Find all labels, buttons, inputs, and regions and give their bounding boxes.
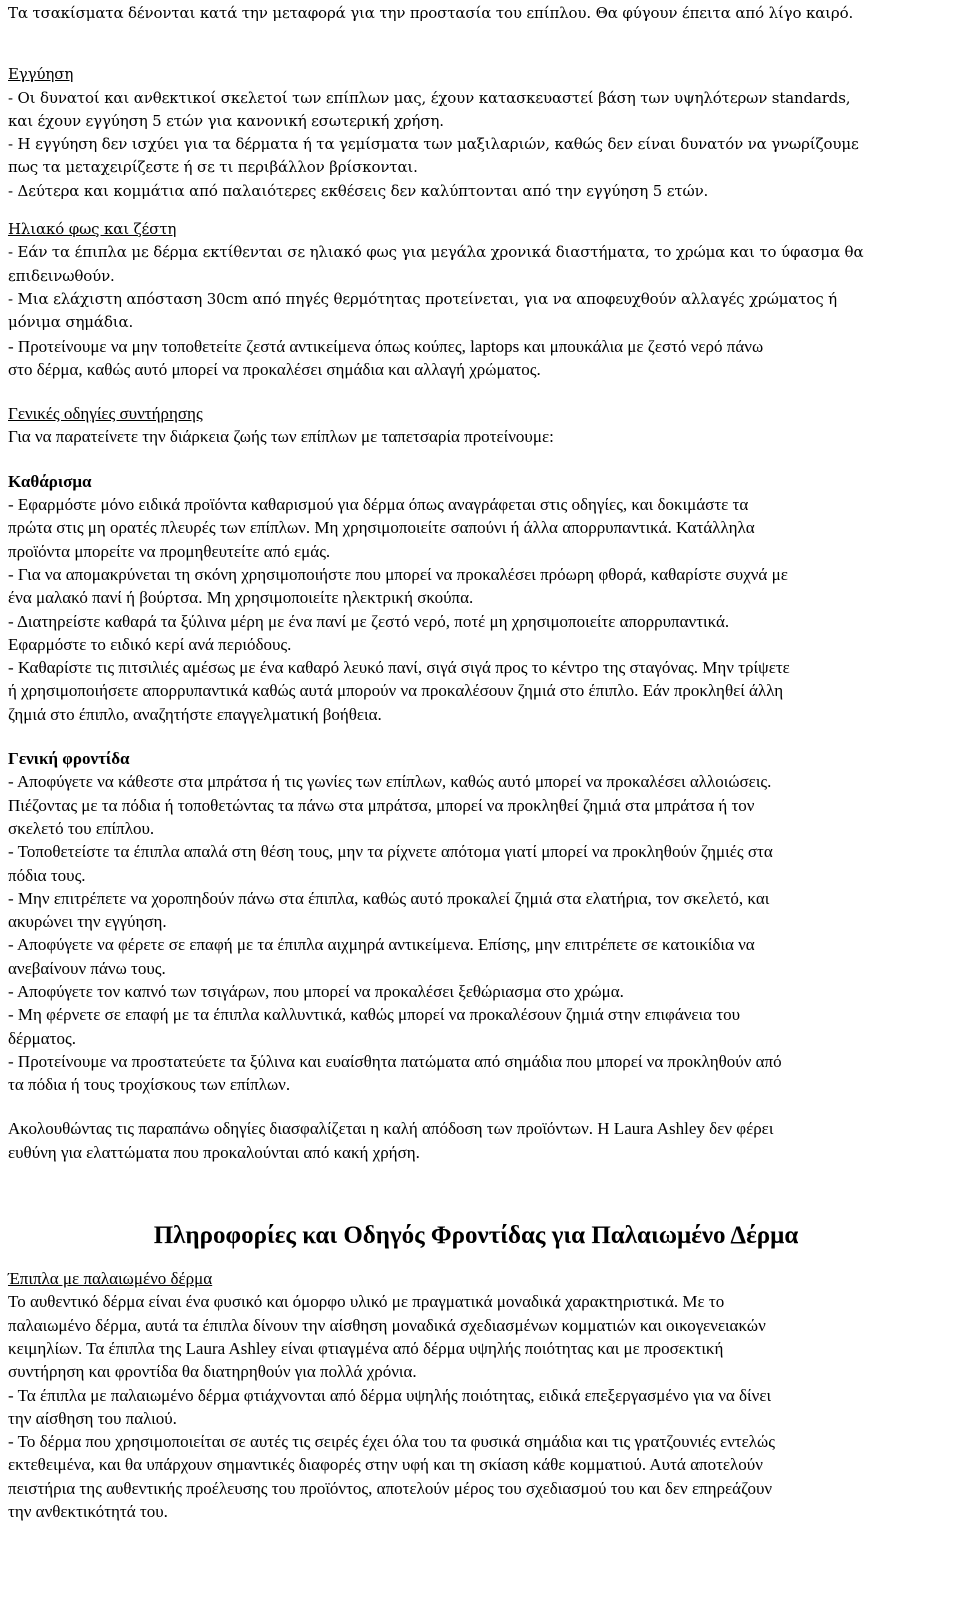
aged-line: την ανθεκτικότητά του.: [8, 1502, 168, 1522]
care-line: - Αποφύγετε να κάθεστε στα μπράτσα ή τις γωνίες των επίπλων, καθώς αυτό μπορεί να προκαλέσει αλλοιώσεις.: [8, 772, 772, 792]
sunlight-line: - Μια ελάχιστη απόσταση 30cm από πηγές θερμότητας προτείνεται, για να αποφευχθούν αλλαγές χρώματος ή: [8, 289, 838, 308]
warranty-line: - Η εγγύηση δεν ισχύει για τα δέρματα ή τα γεμίσματα των μαξιλαριών, καθώς δεν είναι δυνατόν να γνωρίζουμε: [8, 135, 859, 154]
sunlight-line: - Προτείνουμε να μην τοποθετείτε ζεστά αντικείμενα όπως κούπες, laptops και μπουκάλια με ζεστό νερό πάνω: [8, 336, 764, 356]
care-line: σκελετό του επίπλου.: [8, 818, 155, 838]
cleaning-line: προϊόντα μπορείτε να προμηθευτείτε από εμάς.: [8, 541, 331, 561]
care-line: πόδια τους.: [8, 865, 86, 885]
warranty-line: και έχουν εγγύηση 5 ετών για κανονική εσωτερική χρήση.: [8, 111, 444, 130]
aged-line: - Τα έπιπλα με παλαιωμένο δέρμα φτιάχνονται από δέρμα υψηλής ποιότητας, ειδικά επεξεργασμένο για να δίνει: [8, 1385, 772, 1405]
care-line: ανεβαίνουν πάνω τους.: [8, 958, 166, 978]
care-title: Γενική φροντίδα: [8, 749, 130, 769]
warranty-title: Εγγύηση: [8, 65, 74, 84]
cleaning-line: Εφαρμόστε το ειδικό κερί ανά περιόδους.: [8, 634, 292, 654]
cleaning-line: - Για να απομακρύνεται τη σκόνη χρησιμοποιήστε που μπορεί να προκαλέσει πρόωρη φθορά, καθαρίστε συχνά με: [8, 564, 788, 584]
care-line: δέρματος.: [8, 1028, 76, 1048]
cleaning-line: ή χρησιμοποιήσετε απορρυπαντικά καθώς αυτά μπορούν να προκαλέσουν ζημιά στο έπιπλο. Εάν προκληθεί άλλη: [8, 681, 784, 701]
care-line: - Μη φέρνετε σε επαφή με τα έπιπλα καλλυντικά, καθώς μπορεί να προκαλέσουν ζημιά στην επιφάνεια του: [8, 1005, 741, 1025]
cleaning-line: ένα μαλακό πανί ή βούρτσα. Μη χρησιμοποιείτε ηλεκτρική σκούπα.: [8, 588, 474, 608]
aged-line: - Το δέρμα που χρησιμοποιείται σε αυτές τις σειρές έχει όλα του τα φυσικά σημάδια και τις γρατζουνιές εντελώς: [8, 1432, 775, 1452]
aged-line: πειστήρια της αυθεντικής προέλευσης του προϊόντος, αποτελούν μέρος του σχεδιασμού του και δεν επηρεάζουν: [8, 1478, 773, 1498]
sunlight-line: στο δέρμα, καθώς αυτό μπορεί να προκαλέσει σημάδια και αλλαγή χρώματος.: [8, 359, 541, 379]
care-line: - Αποφύγετε τον καπνό των τσιγάρων, που μπορεί να προκαλέσει ξεθώριασμα στο χρώμα.: [8, 981, 624, 1001]
general-title: Γενικές οδηγίες συντήρησης: [8, 404, 203, 424]
care-line: - Τοποθετείστε τα έπιπλα απαλά στη θέση τους, μην τα ρίχνετε απότομα γιατί μπορεί να προκληθούν ζημιές στα: [8, 842, 773, 862]
sunlight-title: Ηλιακό φως και ζέστη: [8, 220, 177, 239]
cleaning-line: - Καθαρίστε τις πιτσιλιές αμέσως με ένα καθαρό λευκό πανί, σιγά σιγά προς το κέντρο της σταγόνας. Μην τρίψετε: [8, 658, 790, 678]
care-section: [8, 747, 944, 1096]
cleaning-line: πρώτα στις μη ορατές πλευρές των επίπλων. Μη χρησιμοποιείτε σαπούνι ή άλλα απορρυπαντικά. Κατάλληλα: [8, 518, 755, 538]
care-line: ακυρώνει την εγγύηση.: [8, 912, 167, 932]
sunlight-section: [8, 218, 944, 381]
aged-line: παλαιωμένο δέρμα, αυτά τα έπιπλα δίνουν την αίσθηση μοναδικά σχεδιασμένων κομματιών και οικογενειακών: [8, 1315, 766, 1335]
care-line: - Μην επιτρέπετε να χοροπηδούν πάνω στα έπιπλα, καθώς αυτό προκαλεί ζημιά στα ελατήρια, τον σκελετό, και: [8, 888, 770, 908]
sunlight-line: επιδεινωθούν.: [8, 266, 115, 285]
aged-line: κειμηλίων. Τα έπιπλα της Laura Ashley είναι φτιαγμένα από δέρμα υψηλής ποιότητας και με προσεκτική: [8, 1338, 724, 1358]
care-line: - Αποφύγετε να φέρετε σε επαφή με τα έπιπλα αιχμηρά αντικείμενα. Επίσης, μην επιτρέπετε σε κατοικίδια να: [8, 935, 755, 955]
closing-paragraph: [8, 1117, 944, 1164]
cleaning-line: - Εφαρμόστε μόνο ειδικά προϊόντα καθαρισμού για δέρμα όπως αναγράφεται στις οδηγίες, και δοκιμάστε τα: [8, 495, 749, 515]
warranty-line: - Δεύτερα και κομμάτια από παλαιότερες εκθέσεις δεν καλύπτονται από την εγγύηση 5 ετών.: [8, 181, 709, 200]
intro-line: Τα τσακίσματα δένονται κατά την μεταφορά για την προστασία του επίπλου. Θα φύγουν έπειτα από λίγο καιρό.: [8, 4, 854, 22]
care-line: Πιέζοντας με τα πόδια ή τοποθετώντας τα πάνω στα μπράτσα, μπορεί να προκληθεί ζημιά στα μπράτσα ή τον: [8, 795, 755, 815]
aged-line: εκτεθειμένα, και θα υπάρχουν σημαντικές διαφορές στην υφή και τη σκίαση κάθε κομματιού. Αυτά αποτελούν: [8, 1455, 763, 1475]
cleaning-line: ζημιά στο έπιπλο, αναζητήστε επαγγελματική βοήθεια.: [8, 704, 382, 724]
closing-line: ευθύνη για ελαττώματα που προκαλούνται από κακή χρήση.: [8, 1142, 420, 1162]
aged-title: Έπιπλα με παλαιωμένο δέρμα: [8, 1269, 213, 1289]
sunlight-line: μόνιμα σημάδια.: [8, 313, 134, 332]
warranty-section: [8, 63, 944, 203]
document-page: [8, 0, 944, 1523]
general-section: [8, 402, 944, 449]
aged-line: συντήρηση και φροντίδα θα διατηρηθούν για πολλά χρόνια.: [8, 1362, 417, 1382]
sunlight-line: - Εάν τα έπιπλα με δέρμα εκτίθενται σε ηλιακό φως για μεγάλα χρονικά διαστήματα, το χρώμα και το ύφασμα θα: [8, 243, 864, 262]
warranty-line: πως τα μεταχειρίζεστε ή σε τι περιβάλλον βρίσκονται.: [8, 158, 418, 177]
closing-line: Ακολουθώντας τις παραπάνω οδηγίες διασφαλίζεται η καλή απόδοση των προϊόντων. Η Laura Ashley δεν φέρει: [8, 1119, 774, 1139]
cleaning-line: - Διατηρείστε καθαρά τα ξύλινα μέρη με ένα πανί με ζεστό νερό, ποτέ μη χρησιμοποιείτε απορρυπαντικά.: [8, 611, 730, 631]
cleaning-title: Καθάρισμα: [8, 471, 92, 491]
general-line: Για να παρατείνετε την διάρκεια ζωής των επίπλων με ταπετσαρία προτείνουμε:: [8, 427, 554, 447]
aged-line: Το αυθεντικό δέρμα είναι ένα φυσικό και όμορφο υλικό με πραγματικά μοναδικά χαρακτηριστικά. Με το: [8, 1292, 725, 1312]
care-line: - Προτείνουμε να προστατεύετε τα ξύλινα και ευαίσθητα πατώματα από σημάδια που μπορεί να προκληθούν από: [8, 1051, 782, 1071]
aged-line: την αίσθηση του παλιού.: [8, 1408, 177, 1428]
aged-leather-section: [8, 1267, 944, 1523]
cleaning-section: [8, 470, 944, 726]
aged-leather-heading: Πληροφορίες και Οδηγός Φροντίδας για Παλαιωμένο Δέρμα: [153, 1222, 799, 1250]
care-line: τα πόδια ή τους τροχίσκους των επίπλων.: [8, 1075, 291, 1095]
warranty-line: - Οι δυνατοί και ανθεκτικοί σκελετοί των επίπλων μας, έχουν κατασκευαστεί βάση των υψηλότερων standards,: [8, 88, 851, 107]
intro-paragraph: [8, 0, 944, 25]
